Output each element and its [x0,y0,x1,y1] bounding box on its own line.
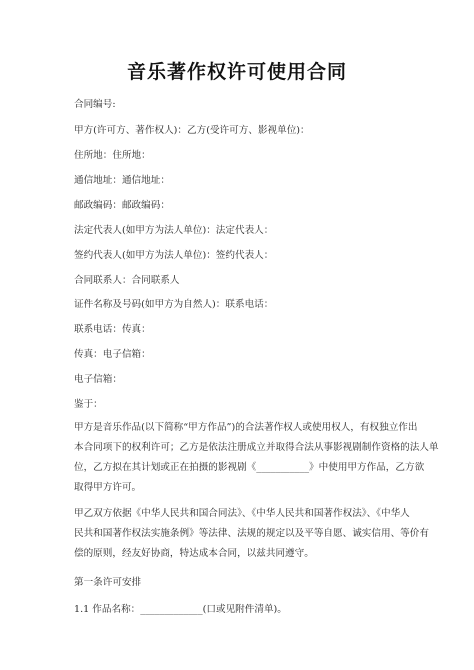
id-document-field: 证件名称及号码(如甲方为自然人)：联系电话： [74,299,274,310]
paragraph-line: 位，乙方拟在其计划或正在拍摄的影视剧《___________》中使用甲方作品，乙方欲 [74,462,425,473]
paragraph-line: 本合同项下的权利许可；乙方是依法注册成立并取得合法从事影视剧制作资格的法人单 [74,442,439,453]
paragraph-line: 甲方是音乐作品(以下简称“甲方作品”)的合法著作权人或使用权人，有权独立作出 [74,422,418,433]
legal-basis-paragraph [74,504,429,564]
whereas-paragraph [74,418,439,498]
paragraph-line: 甲乙双方依据《中华人民共和国合同法》、《中华人民共和国著作权法》、《中华人 [74,508,410,519]
section-1-heading: 第一条许可安排 [74,577,142,588]
postal-code-field: 邮政编码：邮政编码： [74,200,170,211]
parties-field: 甲方(许可方、著作权人)：乙方(受许可方、影视单位)： [74,125,310,136]
legal-representative-field: 法定代表人(如甲方为法人单位)：法定代表人： [74,225,274,236]
fax-email-field: 传真：电子信箱： [74,349,151,360]
paragraph-line: 偿的原则，经友好协商，特达成本合同，以兹共同遵守。 [74,548,314,559]
whereas-heading: 鉴于： [74,399,103,410]
address-field: 住所地：住所地： [74,150,151,161]
signing-representative-field: 签约代表人(如甲方为法人单位)：签约代表人： [74,250,274,261]
contract-number-field: 合同编号: [74,99,116,110]
mailing-address-field: 通信地址：通信地址： [74,175,170,186]
phone-fax-field: 联系电话：传真： [74,324,151,335]
contact-person-field: 合同联系人：合同联系人 [74,275,180,286]
document-title: 音乐著作权许可使用合同 [126,61,347,83]
email-field: 电子信箱： [74,374,122,385]
paragraph-line: 取得甲方许可。 [74,482,142,493]
item-1-1: 1.1 作品名称：_____________(口或见附件清单)。 [74,604,287,615]
paragraph-line: 民共和国著作权法实施条例》等法律、法规的规定以及平等自愿、诚实信用、等价有 [74,528,429,539]
